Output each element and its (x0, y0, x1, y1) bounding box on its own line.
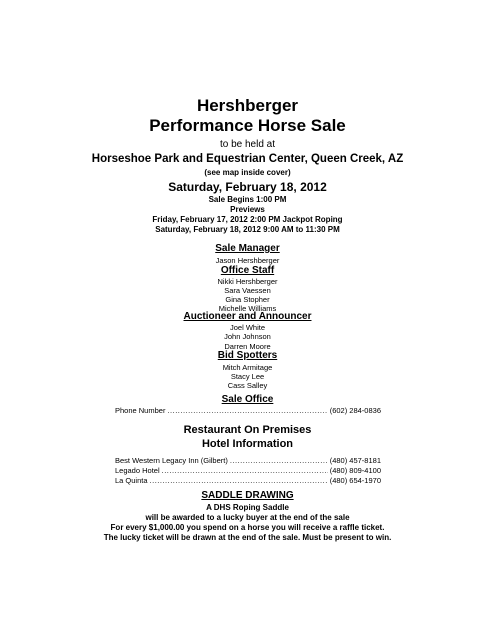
bid-spotters-heading: Bid Spotters (217, 350, 278, 361)
saddle-line: For every $1,000.00 you spend on a horse you will receive a raffle ticket. (110, 523, 385, 532)
staff-name: Stacy Lee (230, 372, 265, 381)
sale-office-heading: Sale Office (221, 394, 274, 405)
saddle-line: A DHS Roping Saddle (206, 503, 289, 512)
hotel-name: Best Western Legacy Inn (Gilbert) (115, 456, 228, 465)
hotel-name: Legado Hotel (115, 466, 160, 475)
sale-manager-heading: Sale Manager (215, 243, 280, 254)
staff-name: Jason Hershberger (215, 256, 280, 265)
staff-name: Michelle Williams (218, 304, 277, 313)
dot-leader (150, 476, 328, 486)
saddle-drawing-heading: SADDLE DRAWING (201, 490, 294, 501)
staff-name: Gina Stopher (225, 295, 270, 304)
hotel-phone: (480) 457-8181 (329, 456, 381, 465)
saddle-line: The lucky ticket will be drawn at the end of the sale. Must be present to win. (103, 533, 392, 542)
dot-leader (230, 456, 328, 466)
restaurant-note: Restaurant On Premises (183, 424, 312, 436)
preview-line: Friday, February 17, 2012 2:00 PM Jackpot Roping (152, 215, 343, 224)
phone-label: Phone Number (115, 406, 166, 415)
phone-number: (602) 284-0836 (329, 406, 381, 415)
hotel-heading: Hotel Information (201, 438, 294, 450)
venue: Horseshoe Park and Equestrian Center, Queen Creek, AZ (91, 153, 404, 165)
hotel-phone: (480) 654-1970 (329, 476, 381, 485)
hotel-row (115, 456, 381, 466)
held-at-text: to be held at (219, 139, 276, 150)
title-line-2: Performance Horse Sale (149, 116, 346, 135)
sale-office-phone-row (115, 406, 381, 416)
dot-leader (162, 466, 328, 476)
staff-name: John Johnson (224, 332, 271, 341)
previews-label: Previews (230, 205, 265, 214)
staff-name: Joel White (229, 323, 265, 332)
title-line-1: Hershberger (196, 96, 299, 115)
staff-name: Nikki Hershberger (217, 277, 278, 286)
hotel-row (115, 466, 381, 476)
hotel-row (115, 476, 381, 486)
sale-begins: Sale Begins 1:00 PM (208, 195, 287, 204)
staff-name: Cass Salley (227, 381, 268, 390)
sale-date: Saturday, February 18, 2012 (168, 180, 327, 194)
hotel-name: La Quinta (115, 476, 148, 485)
staff-name: Mitch Armitage (222, 363, 273, 372)
hotel-phone: (480) 809-4100 (329, 466, 381, 475)
map-note: (see map inside cover) (204, 168, 291, 177)
auctioneer-heading: Auctioneer and Announcer (183, 311, 312, 322)
office-staff-heading: Office Staff (220, 265, 275, 276)
staff-name: Darren Moore (224, 342, 271, 351)
saddle-line: will be awarded to a lucky buyer at the end of the sale (145, 513, 350, 522)
preview-line: Saturday, February 18, 2012 9:00 AM to 11:30 PM (155, 225, 340, 234)
dot-leader (167, 406, 327, 416)
staff-name: Sara Vaessen (224, 286, 271, 295)
